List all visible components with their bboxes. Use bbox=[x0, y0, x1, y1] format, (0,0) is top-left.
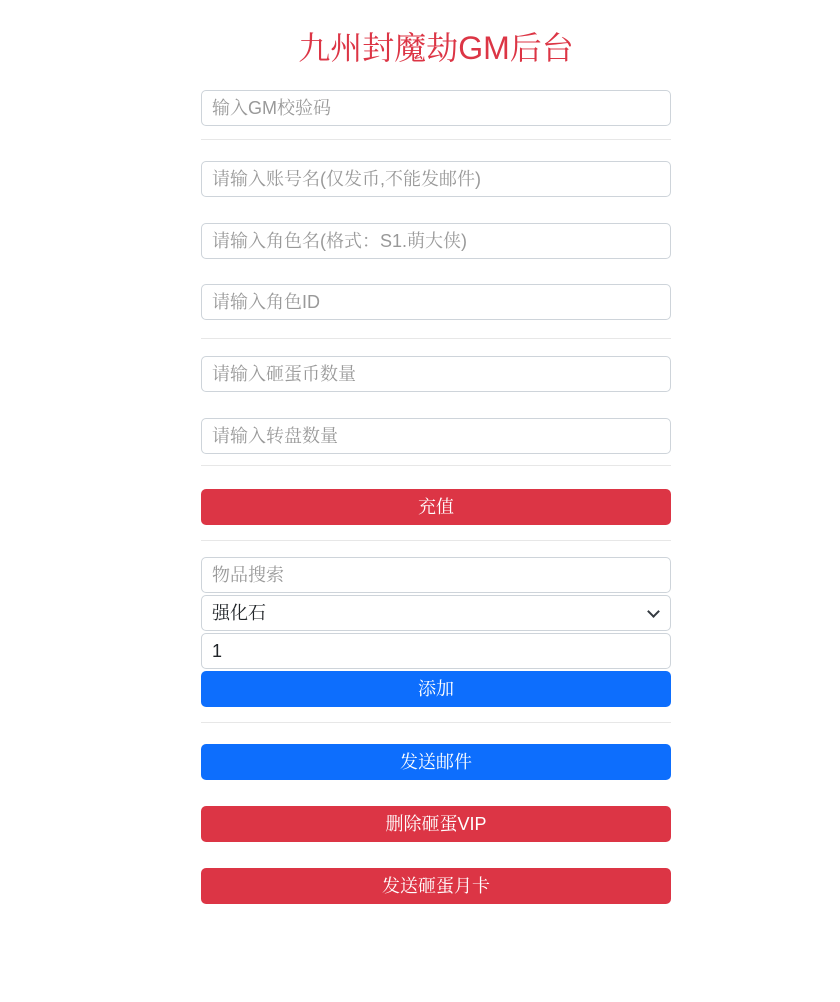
account-name-input[interactable] bbox=[201, 161, 671, 197]
item-select[interactable] bbox=[201, 595, 671, 631]
divider bbox=[201, 722, 671, 723]
gm-code-input[interactable] bbox=[201, 90, 671, 126]
item-search-input[interactable] bbox=[201, 557, 671, 593]
recharge-button[interactable]: 充值 bbox=[201, 489, 671, 525]
egg-coin-amount-input[interactable] bbox=[201, 356, 671, 392]
send-egg-month-card-button[interactable]: 发送砸蛋月卡 bbox=[201, 868, 671, 904]
page-title: 九州封魔劫GM后台 bbox=[298, 30, 574, 66]
character-id-input[interactable] bbox=[201, 284, 671, 320]
add-item-button[interactable]: 添加 bbox=[201, 671, 671, 707]
bottom-spacer bbox=[201, 904, 671, 971]
send-mail-button[interactable]: 发送邮件 bbox=[201, 744, 671, 780]
main-container bbox=[201, 30, 671, 971]
item-select-wrap bbox=[201, 595, 671, 631]
divider bbox=[201, 338, 671, 339]
divider bbox=[201, 139, 671, 140]
delete-egg-vip-button[interactable]: 删除砸蛋VIP bbox=[201, 806, 671, 842]
divider bbox=[201, 540, 671, 541]
item-quantity-input[interactable] bbox=[201, 633, 671, 669]
character-name-input[interactable] bbox=[201, 223, 671, 259]
divider bbox=[201, 465, 671, 466]
wheel-count-input[interactable] bbox=[201, 418, 671, 454]
